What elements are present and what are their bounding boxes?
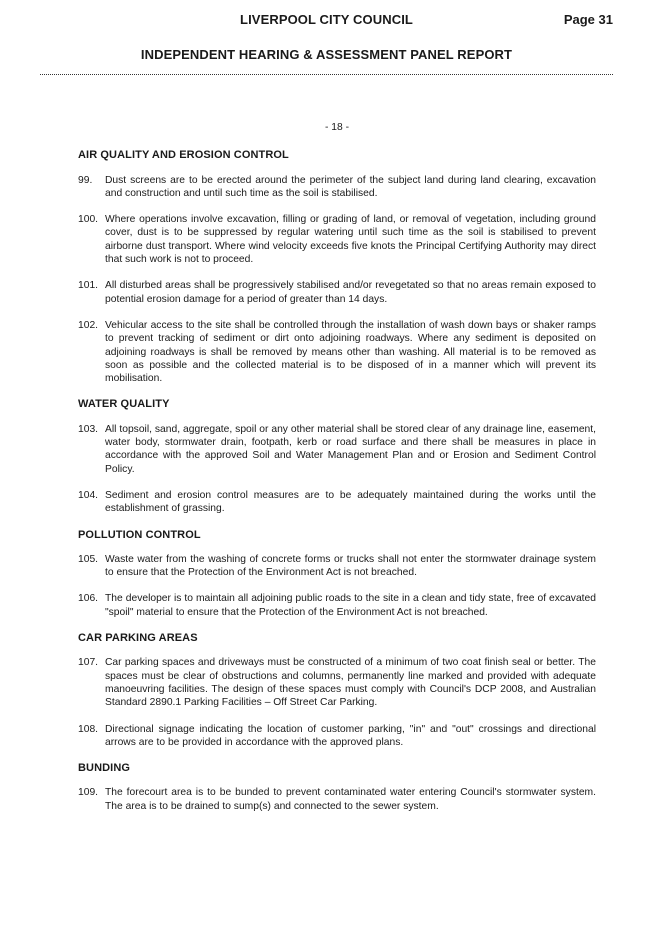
section-heading: WATER QUALITY [78, 398, 170, 411]
condition-item [78, 213, 596, 266]
condition-item [78, 423, 596, 476]
condition-item [78, 723, 596, 750]
condition-text: All topsoil, sand, aggregate, spoil or any other material shall be stored clear of any drainage line, easement, water body, stormwater drain, footpath, kerb or road surface and there shall be measures in place in accordance with the approved Soil and Water Management Plan and or Erosion and Sediment Control Policy. [105, 423, 596, 475]
condition-text: Vehicular access to the site shall be controlled through the installation of wash down bays or shaker ramps to prevent tracking of sediment or dirt onto adjoining roadways. Where any sediment is deposited on adjoining roadways is shall be removed by means other than washing. All material is to be removed as soon as possible and the collected material is to be disposed of in a manner which will prevent its mobilisation. [105, 319, 596, 385]
condition-number: 103. [78, 423, 99, 435]
section-heading: POLLUTION CONTROL [78, 528, 201, 541]
condition-number: 100. [78, 214, 99, 226]
condition-text: All disturbed areas shall be progressively stabilised and/or revegetated so that no areas remain exposed to potential erosion damage for a period of greater than 14 days. [105, 280, 596, 305]
condition-text: Dust screens are to be erected around the perimeter of the subject land during land clearing, excavation and construction and until such time as the soil is stabilised. [105, 174, 596, 199]
condition-text: The forecourt area is to be bunded to prevent contaminated water entering Council's stormwater system. The area is to be drained to sump(s) and connected to the sewer system. [105, 787, 596, 812]
condition-text: Where operations involve excavation, filling or grading of land, or removal of vegetation, including ground cover, dust is to be suppressed by regular watering until such time as the soil is stabilised to prevent airborne dust transport. Where wind velocity exceeds five knots the Principal Certifying Authority may direct that such work is not to proceed. [105, 214, 596, 266]
condition-item [78, 553, 596, 580]
organization-name: LIVERPOOL CITY COUNCIL [240, 12, 413, 27]
condition-item [78, 656, 596, 709]
header-divider [40, 74, 613, 75]
condition-number: 101. [78, 280, 99, 292]
condition-item [78, 489, 596, 516]
section-heading: CAR PARKING AREAS [78, 632, 198, 645]
condition-number: 108. [78, 723, 99, 735]
condition-item [78, 592, 596, 619]
document-body [78, 121, 596, 826]
condition-item [78, 786, 596, 813]
section-heading: BUNDING [78, 762, 131, 775]
condition-number: 105. [78, 553, 99, 565]
condition-text: Car parking spaces and driveways must be constructed of a minimum of two coat finish seal or better. The spaces must be clear of obstructions and columns, permanently line marked and provided with adequate manoeuvring facilities. The design of these spaces must comply with Council's DCP 2008, and Australian Standard 2890.1 Parking Facilities – Off Street Car Parking. [105, 657, 596, 709]
condition-item [78, 174, 596, 201]
condition-number: 102. [78, 319, 99, 331]
condition-text: Waste water from the washing of concrete forms or trucks shall not enter the stormwater drainage system to ensure that the Protection of the Environment Act is not breached. [105, 553, 596, 579]
condition-number: 107. [78, 657, 99, 669]
condition-text: Directional signage indicating the location of customer parking, "in" and "out" crossings and directional arrows are to be provided in accordance with the approved plans. [105, 723, 596, 748]
condition-number: 106. [78, 593, 99, 605]
page-number: - 18 - [324, 122, 350, 133]
condition-text: The developer is to maintain all adjoining public roads to the site in a clean and tidy state, free of excavated "spoil" material to ensure that the Protection of the Environment Act is not breached. [105, 593, 596, 618]
condition-item [78, 319, 596, 385]
condition-number: 109. [78, 787, 99, 799]
section-heading: AIR QUALITY AND EROSION CONTROL [78, 149, 289, 162]
condition-number: 99. [78, 174, 93, 186]
condition-text: Sediment and erosion control measures are to be adequately maintained during the works until the establishment of grassing. [105, 489, 596, 515]
condition-item [78, 279, 596, 306]
condition-number: 104. [78, 489, 99, 501]
page-label: Page 31 [563, 12, 613, 27]
report-title: INDEPENDENT HEARING & ASSESSMENT PANEL REPORT [140, 47, 513, 62]
